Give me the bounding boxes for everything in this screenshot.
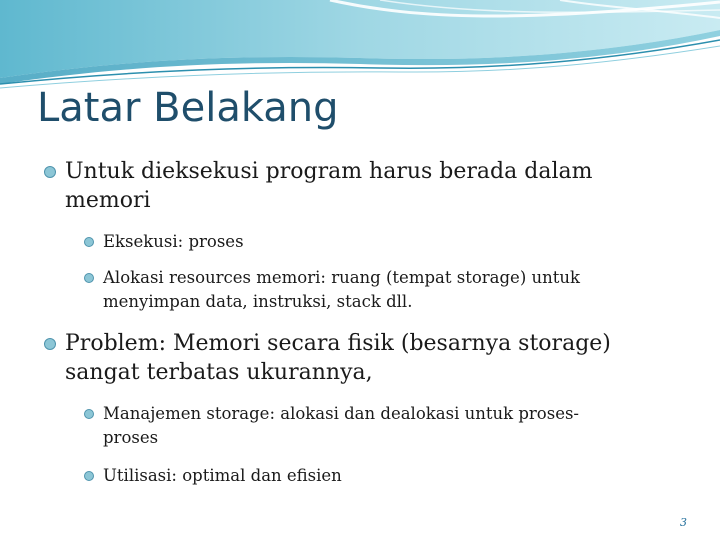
page-number: 3 (680, 516, 687, 529)
bullet-icon (84, 409, 94, 419)
bullet-icon (44, 338, 56, 350)
list-item-line: Manajemen storage: alokasi dan dealokasi untuk proses- (103, 404, 580, 423)
bullet-icon (44, 166, 56, 178)
list-item-line: Eksekusi: proses (103, 232, 244, 251)
slide-title: Latar Belakang (37, 85, 339, 131)
list-item-line: proses (103, 428, 159, 447)
list-item-line: Alokasi resources memori: ruang (tempat storage) untuk (103, 268, 581, 287)
bullet-icon (84, 471, 94, 481)
list-item-line: memori (65, 188, 151, 213)
list-item (103, 464, 342, 488)
list-item (65, 157, 592, 215)
list-item-line: Problem: Memori secara fisik (besarnya storage) (65, 331, 611, 356)
list-item (65, 329, 611, 387)
bullet-icon (84, 237, 94, 247)
list-item (103, 266, 580, 314)
list-item-line: Utilisasi: optimal dan efisien (103, 466, 342, 485)
list-item-line: menyimpan data, instruksi, stack dll. (103, 292, 413, 311)
list-item (103, 402, 579, 450)
list-item-line: Untuk dieksekusi program harus berada dalam (65, 159, 593, 184)
bullet-icon (84, 273, 94, 283)
list-item (103, 230, 244, 254)
list-item-line: sangat terbatas ukurannya, (65, 360, 373, 385)
